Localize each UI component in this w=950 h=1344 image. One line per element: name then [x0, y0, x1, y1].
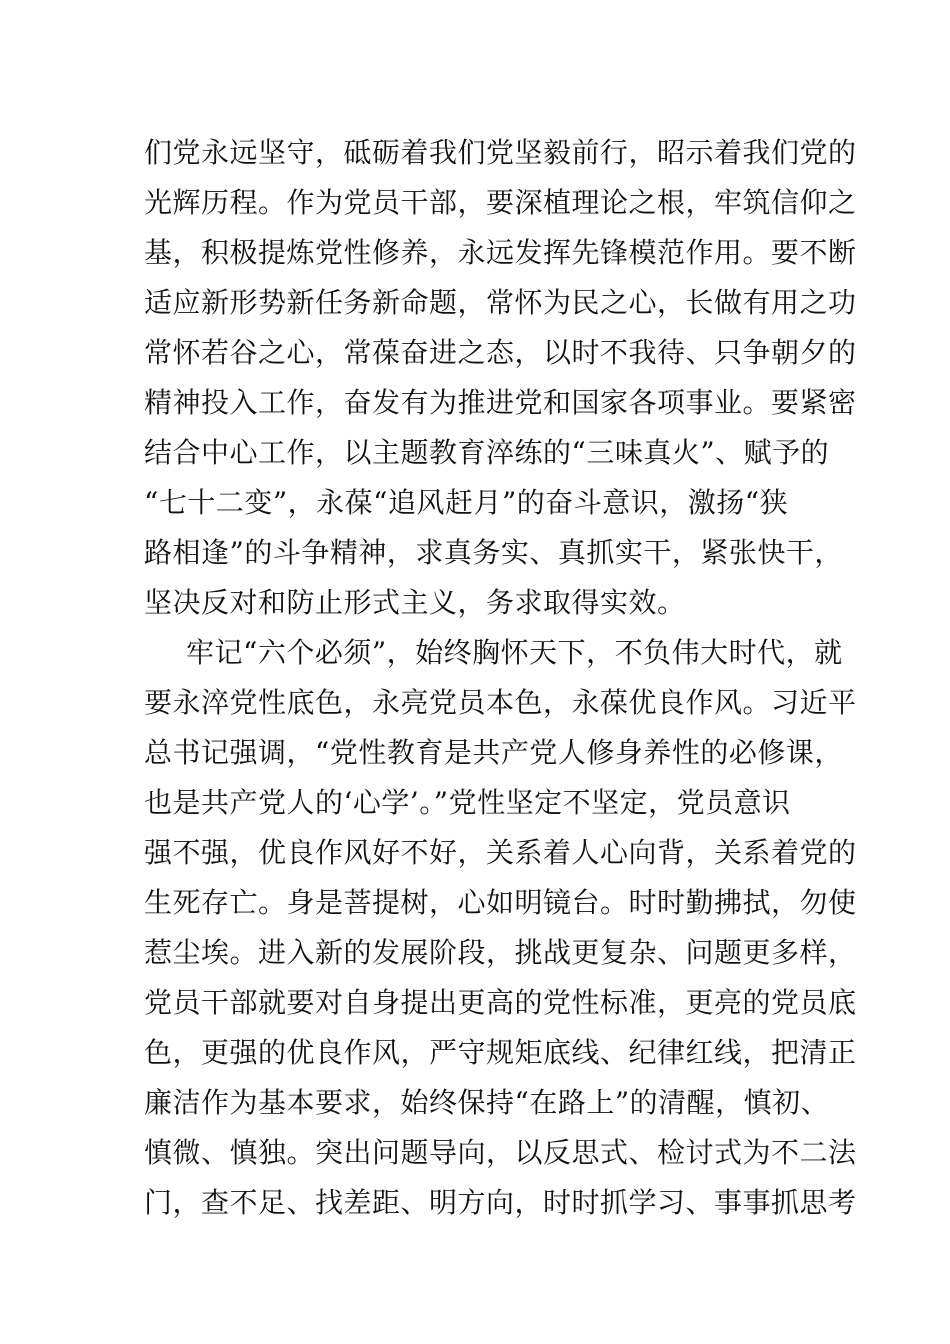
text-line: 门，查不足、找差距、明方向，时时抓学习、事事抓思考 [144, 1186, 857, 1219]
text-line: 也是共产党人的‘心学’。”党性坚定不坚定，党员意识 [144, 786, 791, 819]
text-line: 适应新形势新任务新命题，常怀为民之心，长做有用之功 [144, 286, 857, 319]
text-line: 色，更强的优良作风，严守规矩底线、纪律红线，把清正 [144, 1036, 857, 1069]
text-line: 强不强，优良作风好不好，关系着人心向背，关系着党的 [144, 836, 857, 869]
text-line: “七十二变”，永葆“追风赶月”的奋斗意识，激扬“狭 [144, 486, 789, 519]
text-line: 党员干部就要对自身提出更高的党性标准，更亮的党员底 [144, 986, 857, 1019]
text-line: 光辉历程。作为党员干部，要深植理论之根，牢筑信仰之 [144, 186, 857, 219]
paragraph-first-line: 牢记“六个必须”，始终胸怀天下，不负伟大时代，就 [186, 636, 843, 669]
text-line: 路相逢”的斗争精神，求真务实、真抓实干，紧张快干， [144, 536, 843, 569]
text-line: 要永淬党性底色，永亮党员本色，永葆优良作风。习近平 [144, 686, 857, 719]
text-line: 总书记强调，“党性教育是共产党人修身养性的必修课， [144, 736, 843, 769]
text-line: 基，积极提炼党性修养，永远发挥先锋模范作用。要不断 [144, 236, 857, 269]
text-line: 生死存亡。身是菩提树，心如明镜台。时时勤拂拭，勿使 [144, 886, 857, 919]
text-line: 慎微、慎独。突出问题导向，以反思式、检讨式为不二法 [144, 1136, 857, 1169]
text-line: 结合中心工作，以主题教育淬练的“三味真火”、赋予的 [144, 436, 830, 469]
body-text [144, 128, 857, 1228]
text-line: 精神投入工作，奋发有为推进党和国家各项事业。要紧密 [144, 386, 857, 419]
text-line: 廉洁作为基本要求，始终保持“在路上”的清醒，慎初、 [144, 1086, 830, 1119]
text-line: 惹尘埃。进入新的发展阶段，挑战更复杂、问题更多样， [144, 936, 857, 969]
text-line: 们党永远坚守，砥砺着我们党坚毅前行，昭示着我们党的 [144, 136, 857, 169]
text-line: 坚决反对和防止形式主义，务求取得实效。 [144, 586, 686, 619]
text-line: 常怀若谷之心，常葆奋进之态，以时不我待、只争朝夕的 [144, 336, 857, 369]
